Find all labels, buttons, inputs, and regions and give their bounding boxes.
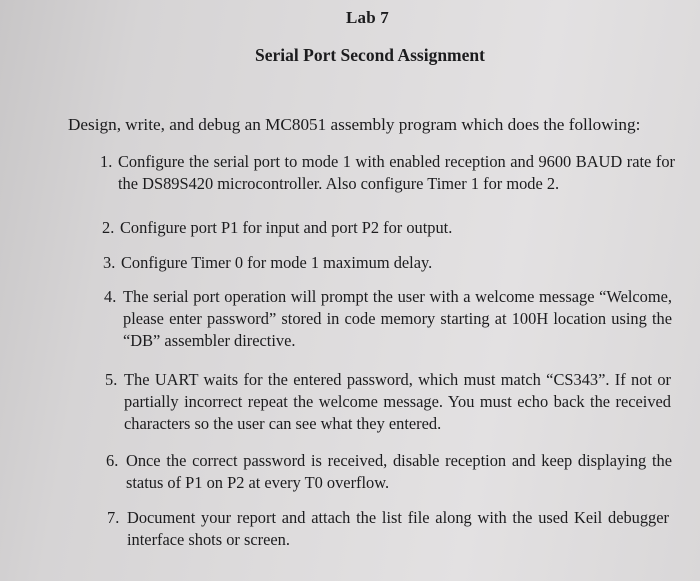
task-number: 4. [104,287,117,306]
task-number: 7. [107,508,120,527]
task-text: Configure Timer 0 for mode 1 maximum delay. [121,253,433,272]
lab-title: Lab 7 [345,8,390,27]
task-text: The UART waits for the entered password, which must match “CS343”. If not or partially incorrect repeat the welcome message. You must echo back the received characters so the user can see what they entered. [124,370,671,433]
intro-paragraph: Design, write, and debug an MC8051 assembly program which does the following: [68,115,641,134]
task-number: 3. [103,253,116,272]
task-text: The serial port operation will prompt the user with a welcome message “Welcome, please enter password” stored in code memory starting at 100H location using the “DB” assembler directive. [123,287,672,350]
task-number: 6. [106,451,119,470]
task-number: 2. [102,218,115,237]
task-text: Configure the serial port to mode 1 with enabled reception and 9600 BAUD rate for the DS89S420 microcontroller. Also configure Timer 1 for mode 2. [118,152,675,193]
task-text: Configure port P1 for input and port P2 for output. [120,218,453,237]
assignment-title: Serial Port Second Assignment [255,45,485,65]
task-text: Document your report and attach the list file along with the used Keil debugger interface shots or screen. [127,508,669,549]
task-text: Once the correct password is received, disable reception and keep displaying the status of P1 on P2 at every T0 overflow. [126,451,672,492]
task-number: 1. [100,152,113,171]
task-number: 5. [105,370,118,389]
